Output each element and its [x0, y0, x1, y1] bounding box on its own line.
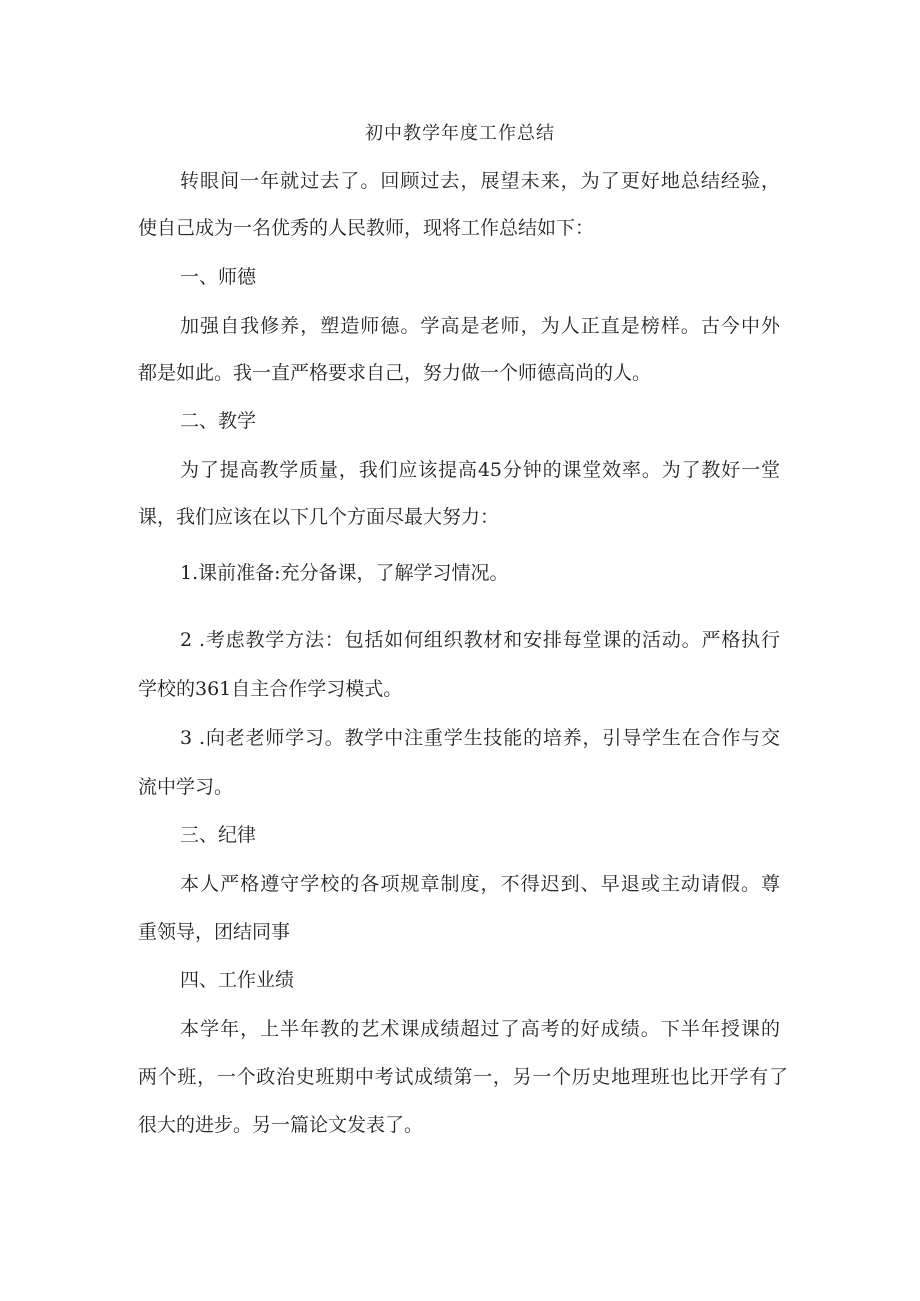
- discipline-line-2: 重领导，团结同事: [138, 921, 291, 943]
- intro-line-1: 转眼间一年就过去了。回顾过去，展望未来，为了更好地总结经验，: [180, 170, 780, 192]
- teaching-item-3-line-2: 流中学习。: [138, 776, 234, 798]
- ethics-line-1: 加强自我修养，塑造师德。学高是老师，为人正直是榜样。古今中外: [180, 315, 780, 337]
- teaching-item-2-line-2: 学校的361自主合作学习模式。: [138, 678, 403, 700]
- achievements-line-2: 两个班，一个政治史班期中考试成绩第一，另一个历史地理班也比开学有了: [138, 1066, 788, 1088]
- section-heading-ethics: 一、师德: [180, 266, 257, 288]
- section-heading-teaching: 二、教学: [180, 410, 257, 432]
- ethics-line-2: 都是如此。我一直严格要求自己，努力做一个师德高尚的人。: [138, 362, 652, 384]
- document-title: 初中教学年度工作总结: [365, 123, 555, 144]
- discipline-line-1: 本人严格遵守学校的各项规章制度，不得迟到、早退或主动请假。尊: [180, 873, 780, 895]
- intro-line-2: 使自己成为一名优秀的人民教师，现将工作总结如下：: [138, 217, 595, 239]
- achievements-line-1: 本学年，上半年教的艺术课成绩超过了高考的好成绩。下半年授课的: [180, 1018, 780, 1040]
- teaching-line-2: 课，我们应该在以下几个方面尽最大努力：: [138, 506, 500, 528]
- teaching-item-3-line-1: 3 .向老老师学习。教学中注重学生技能的培养，引导学生在合作与交: [180, 727, 780, 749]
- achievements-line-3: 很大的进步。另一篇论文发表了。: [138, 1114, 424, 1136]
- teaching-line-1: 为了提高教学质量，我们应该提高45分钟的课堂效率。为了教好一堂: [180, 459, 780, 481]
- section-heading-achievements: 四、工作业绩: [180, 969, 295, 991]
- section-heading-discipline: 三、纪律: [180, 824, 257, 846]
- teaching-item-2-line-1: 2 .考虑教学方法：包括如何组织教材和安排每堂课的活动。严格执行: [180, 629, 780, 651]
- teaching-item-1: 1.课前准备:充分备课，了解学习情况。: [180, 562, 509, 584]
